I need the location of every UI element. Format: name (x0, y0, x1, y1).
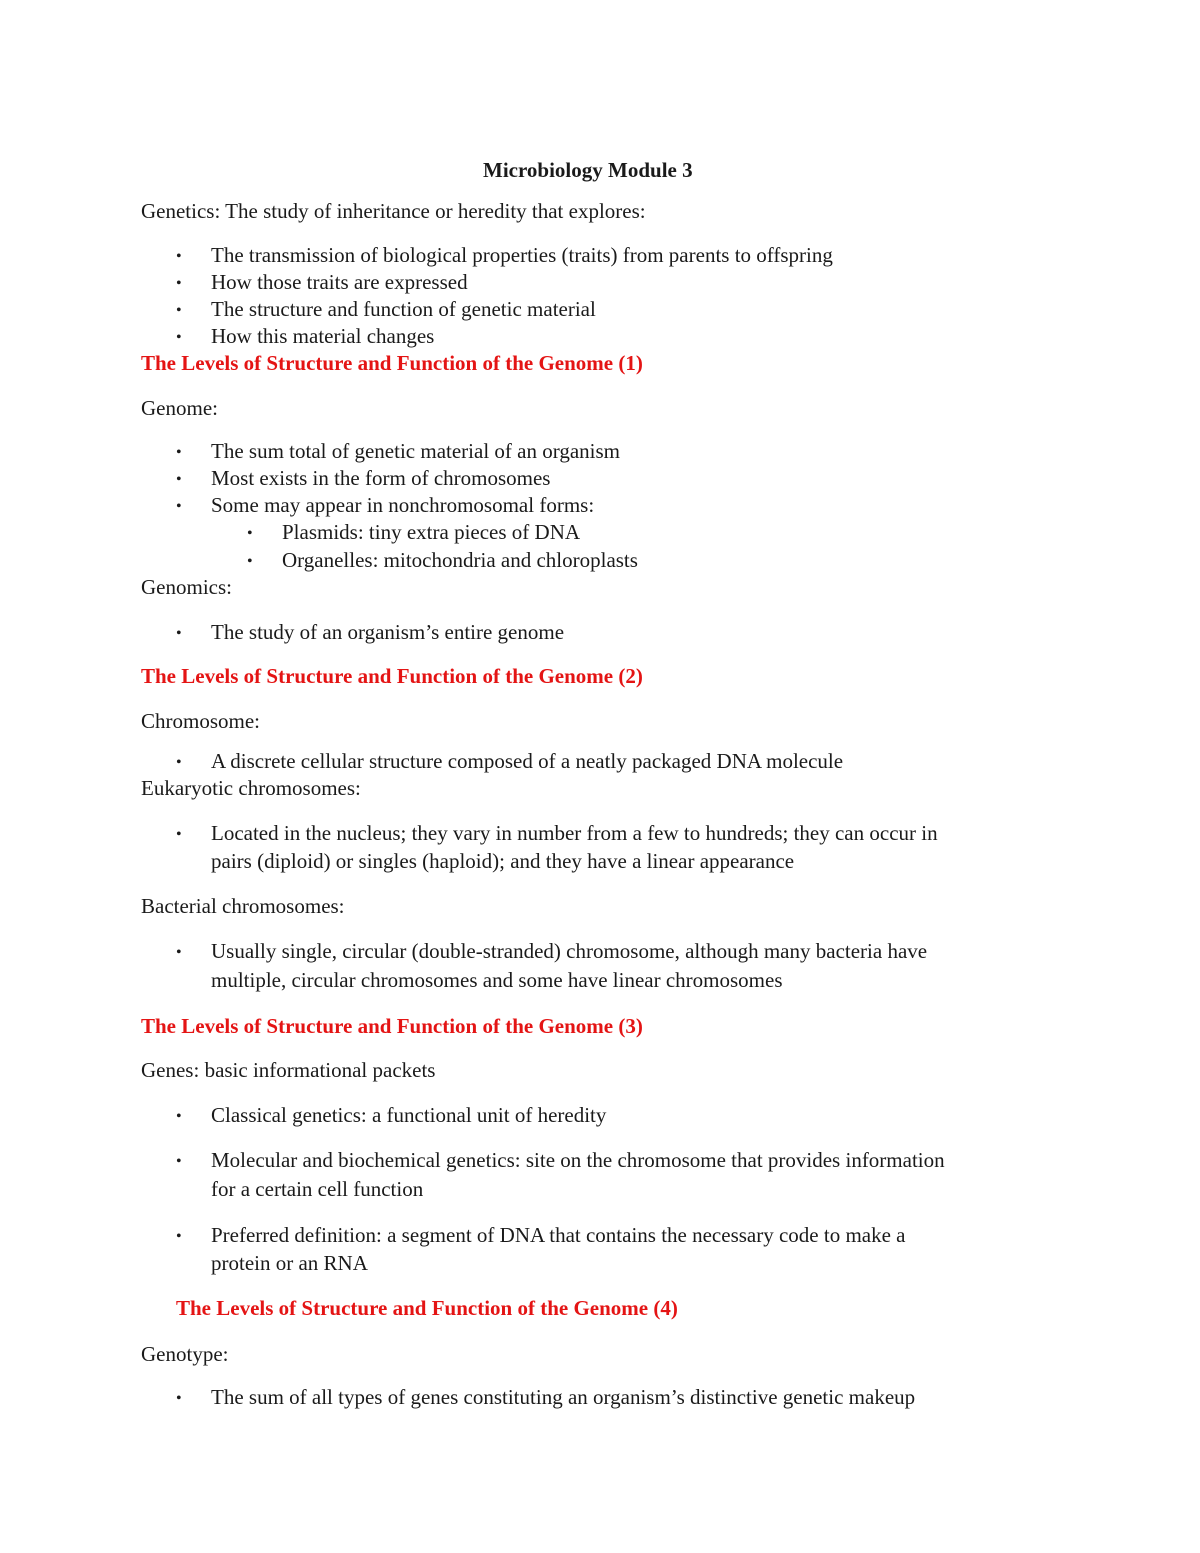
document-title: Microbiology Module 3 (483, 158, 693, 182)
bullet-glyph: • (247, 553, 253, 570)
bullet-glyph: • (176, 302, 182, 319)
section-1-heading: The Levels of Structure and Function of the Genome (1) (141, 351, 643, 375)
genome-label: Genome: (141, 396, 218, 420)
bullet-glyph: • (176, 1390, 182, 1407)
list-item: Molecular and biochemical genetics: site on the chromosome that provides information (211, 1148, 945, 1172)
list-item: Most exists in the form of chromosomes (211, 466, 551, 490)
list-item: How those traits are expressed (211, 270, 468, 294)
bacterial-label: Bacterial chromosomes: (141, 894, 345, 918)
list-item: Located in the nucleus; they vary in number from a few to hundreds; they can occur in (211, 821, 938, 845)
bullet-glyph: • (247, 525, 253, 542)
bullet-glyph: • (176, 444, 182, 461)
bullet-glyph: • (176, 1228, 182, 1245)
bullet-glyph: • (176, 498, 182, 515)
bullet-glyph: • (176, 1153, 182, 1170)
genes-label: Genes: basic informational packets (141, 1058, 436, 1082)
list-item: Some may appear in nonchromosomal forms: (211, 493, 595, 517)
list-item-continuation: protein or an RNA (211, 1251, 368, 1275)
bullet-glyph: • (176, 471, 182, 488)
list-item: The structure and function of genetic material (211, 297, 596, 321)
bullet-glyph: • (176, 275, 182, 292)
list-item: The sum total of genetic material of an organism (211, 439, 620, 463)
list-item: The study of an organism’s entire genome (211, 620, 565, 644)
list-item-continuation: pairs (diploid) or singles (haploid); and they have a linear appearance (211, 849, 795, 873)
list-item: Classical genetics: a functional unit of heredity (211, 1103, 607, 1127)
bullet-glyph: • (176, 329, 182, 346)
list-item: Preferred definition: a segment of DNA that contains the necessary code to make a (211, 1223, 906, 1247)
section-4-heading: The Levels of Structure and Function of the Genome (4) (176, 1296, 678, 1320)
list-item: How this material changes (211, 324, 435, 348)
bullet-glyph: • (176, 944, 182, 961)
bullet-glyph: • (176, 1108, 182, 1125)
list-item: The transmission of biological properties (traits) from parents to offspring (211, 243, 833, 267)
bullet-glyph: • (176, 248, 182, 265)
sub-list-item: Plasmids: tiny extra pieces of DNA (282, 520, 581, 544)
section-2-heading: The Levels of Structure and Function of the Genome (2) (141, 664, 643, 688)
chromosome-label: Chromosome: (141, 709, 260, 733)
intro-text: Genetics: The study of inheritance or heredity that explores: (141, 199, 646, 223)
section-3-heading: The Levels of Structure and Function of the Genome (3) (141, 1014, 643, 1038)
bullet-glyph: • (176, 754, 182, 771)
list-item: The sum of all types of genes constituting an organism’s distinctive genetic makeup (211, 1385, 916, 1409)
list-item: A discrete cellular structure composed of a neatly packaged DNA molecule (211, 749, 844, 773)
genotype-label: Genotype: (141, 1342, 229, 1366)
bullet-glyph: • (176, 826, 182, 843)
sub-list-item: Organelles: mitochondria and chloroplasts (282, 548, 638, 572)
bullet-glyph: • (176, 625, 182, 642)
list-item-continuation: for a certain cell function (211, 1177, 424, 1201)
genomics-label: Genomics: (141, 575, 232, 599)
eukaryotic-label: Eukaryotic chromosomes: (141, 776, 361, 800)
list-item-continuation: multiple, circular chromosomes and some have linear chromosomes (211, 968, 783, 992)
list-item: Usually single, circular (double-stranded) chromosome, although many bacteria have (211, 939, 928, 963)
